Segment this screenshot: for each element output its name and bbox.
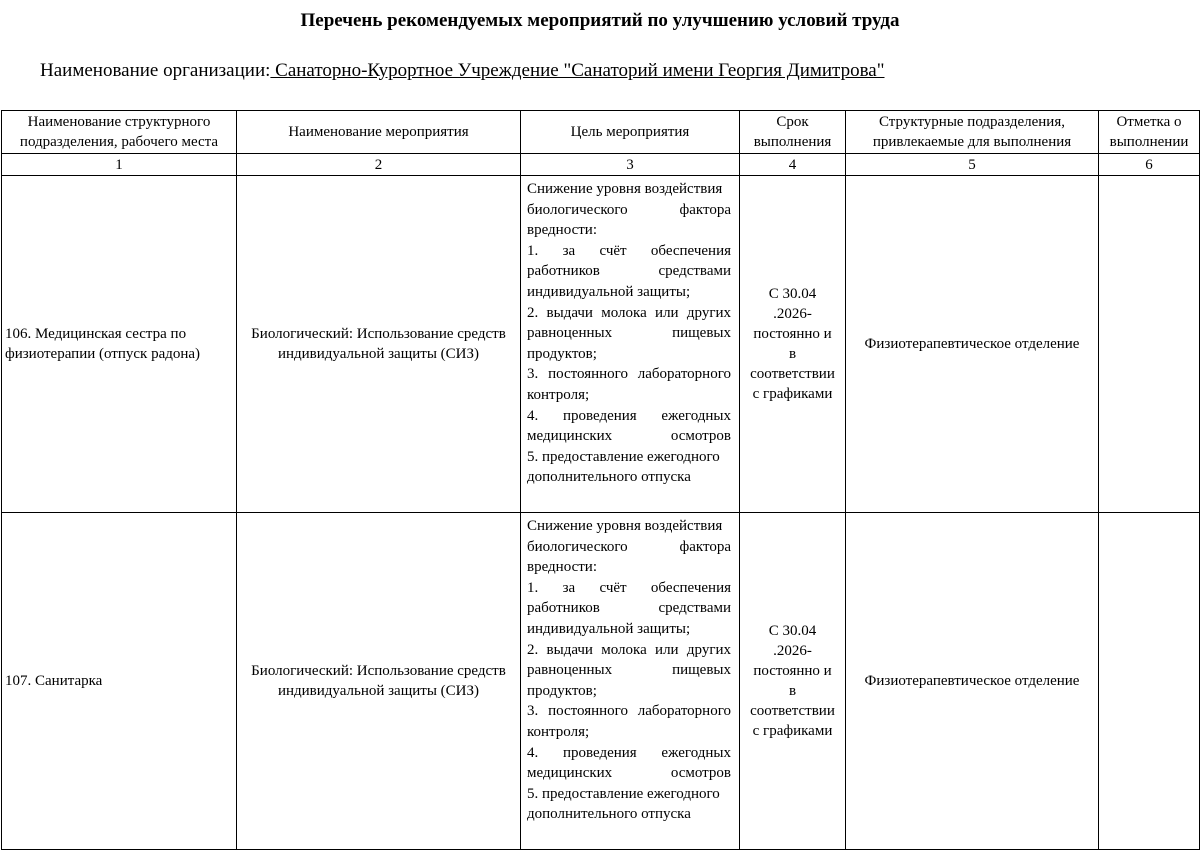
cell-departments: Физиотерапевтическое отделение bbox=[846, 513, 1099, 850]
organization-label: Наименование организации: bbox=[40, 60, 271, 81]
goal-line: дополнительного отпуска bbox=[527, 469, 691, 486]
cell-term bbox=[740, 513, 846, 850]
goal-line: медицинских осмотров bbox=[527, 765, 731, 782]
goal-line: дополнительного отпуска bbox=[527, 806, 691, 823]
goal-line: работников средствами bbox=[527, 600, 731, 617]
table-header-row bbox=[2, 111, 1200, 154]
organization-name: Санаторно-Курортное Учреждение "Санаторий имени Георгия Димитрова" bbox=[270, 60, 885, 81]
header-measure: Наименование мероприятия bbox=[237, 111, 521, 154]
term-line: соответствии bbox=[750, 366, 835, 382]
cell-measure: Биологический: Использование средств индивидуальной защиты (СИЗ) bbox=[237, 513, 521, 850]
goal-line: работников средствами bbox=[527, 263, 731, 280]
header-unit: Наименование структурного подразделения, рабочего места bbox=[2, 111, 237, 154]
goal-line: 3. постоянного лабораторного bbox=[527, 703, 731, 720]
goal-line: равноценных пищевых bbox=[527, 325, 731, 342]
goal-line: 5. предоставление ежегодного bbox=[527, 448, 720, 465]
term-line: с графиками bbox=[752, 723, 833, 739]
goal-line: 4. проведения ежегодных bbox=[527, 744, 731, 761]
organization-line bbox=[40, 60, 885, 82]
goal-line: биологического фактора bbox=[527, 538, 731, 555]
goal-line: биологического фактора bbox=[527, 201, 731, 218]
cell-mark bbox=[1099, 513, 1200, 850]
column-number: 4 bbox=[740, 154, 846, 176]
cell-measure: Биологический: Использование средств индивидуальной защиты (СИЗ) bbox=[237, 176, 521, 513]
goal-line: 1. за счёт обеспечения bbox=[527, 242, 731, 259]
column-number: 6 bbox=[1099, 154, 1200, 176]
header-goal: Цель мероприятия bbox=[521, 111, 740, 154]
header-departments: Структурные подразделения, привлекаемые для выполнения bbox=[846, 111, 1099, 154]
cell-unit: 106. Медицинская сестра по физиотерапии (отпуск радона) bbox=[2, 176, 237, 513]
cell-goal bbox=[521, 513, 740, 850]
goal-line: индивидуальной защиты; bbox=[527, 283, 691, 300]
goal-line: вредности: bbox=[527, 559, 597, 576]
goal-line: 1. за счёт обеспечения bbox=[527, 579, 731, 596]
term-line: соответствии bbox=[750, 703, 835, 719]
term-line: постоянно и bbox=[753, 326, 832, 342]
table-row bbox=[2, 176, 1200, 513]
cell-mark bbox=[1099, 176, 1200, 513]
goal-line: продуктов; bbox=[527, 345, 597, 362]
term-line: в bbox=[788, 346, 797, 362]
cell-term bbox=[740, 176, 846, 513]
header-term: Срок выполнения bbox=[740, 111, 846, 154]
header-mark: Отметка о выполнении bbox=[1099, 111, 1200, 154]
term-line: С 30.04 bbox=[768, 623, 817, 639]
cell-goal bbox=[521, 176, 740, 513]
column-number: 2 bbox=[237, 154, 521, 176]
term-line: постоянно и bbox=[753, 663, 832, 679]
term-line: С 30.04 bbox=[768, 286, 817, 302]
table-row bbox=[2, 513, 1200, 850]
cell-unit: 107. Санитарка bbox=[2, 513, 237, 850]
column-number: 1 bbox=[2, 154, 237, 176]
goal-line: 3. постоянного лабораторного bbox=[527, 366, 731, 383]
goal-line: вредности: bbox=[527, 222, 597, 239]
term-line: с графиками bbox=[752, 386, 833, 402]
goal-line: медицинских осмотров bbox=[527, 428, 731, 445]
goal-line: 5. предоставление ежегодного bbox=[527, 785, 720, 802]
goal-line: 2. выдачи молока или других bbox=[527, 641, 731, 658]
goal-line: индивидуальной защиты; bbox=[527, 620, 691, 637]
goal-line: равноценных пищевых bbox=[527, 662, 731, 679]
term-line: .2026- bbox=[773, 643, 812, 659]
goal-line: Снижение уровня воздействия bbox=[527, 518, 723, 534]
term-line: .2026- bbox=[773, 306, 812, 322]
cell-departments: Физиотерапевтическое отделение bbox=[846, 176, 1099, 513]
column-number-row bbox=[2, 154, 1200, 176]
term-line: в bbox=[788, 683, 797, 699]
measures-table bbox=[1, 110, 1200, 850]
column-number: 3 bbox=[521, 154, 740, 176]
goal-line: контроля; bbox=[527, 386, 590, 403]
goal-line: продуктов; bbox=[527, 682, 597, 699]
column-number: 5 bbox=[846, 154, 1099, 176]
document-title: Перечень рекомендуемых мероприятий по улучшению условий труда bbox=[300, 10, 900, 31]
goal-line: 4. проведения ежегодных bbox=[527, 407, 731, 424]
goal-line: Снижение уровня воздействия bbox=[527, 181, 723, 197]
goal-line: контроля; bbox=[527, 723, 590, 740]
goal-line: 2. выдачи молока или других bbox=[527, 304, 731, 321]
